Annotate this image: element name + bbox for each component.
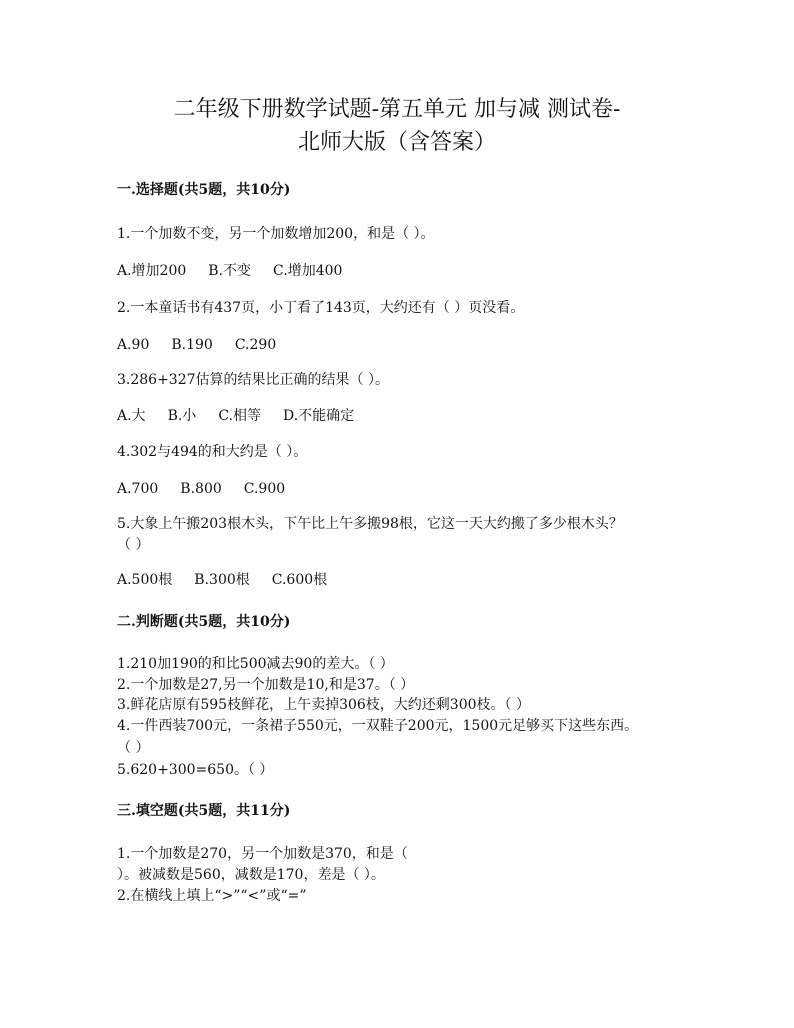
option-d: D.不能确定 (282, 408, 355, 424)
question-1-options (117, 261, 364, 281)
option-c: C.900 (243, 481, 286, 497)
question-3: 3.286+327估算的结果比正确的结果（ ）。 (117, 372, 389, 388)
judge-item-4-continuation: （ ） (117, 740, 150, 756)
option-c: C.290 (234, 337, 277, 353)
document-title-line2: 北师大版（含答案） (297, 130, 496, 155)
option-a: A.大 (117, 408, 146, 424)
judge-item-2: 2.一个加数是27,另一个加数是10,和是37。（ ） (117, 677, 415, 693)
question-3-options (117, 406, 376, 426)
document-title-line1: 二年级下册数学试题-第五单元 加与减 测试卷- (173, 97, 621, 122)
section1-heading: 一.选择题(共5题，共10分) (117, 182, 291, 198)
fill-item-1-continuation: ）。被减数是560，减数是170，差是（ ）。 (117, 867, 385, 883)
option-b: B.800 (180, 481, 222, 497)
question-4: 4.302与494的和大约是（ ）。 (117, 444, 308, 460)
option-b: B.300根 (194, 572, 250, 588)
option-c: C.增加400 (273, 263, 343, 279)
fill-item-1: 1.一个加数是270，另一个加数是370，和是（ (117, 846, 408, 862)
option-a: A.500根 (117, 572, 173, 588)
option-b: B.不变 (208, 263, 252, 279)
question-2: 2.一本童话书有437页，小丁看了143页，大约还有（ ）页没看。 (117, 300, 525, 316)
section3-heading: 三.填空题(共5题，共11分) (117, 803, 291, 819)
question-5-continuation: （ ） (117, 537, 150, 553)
option-c: C.相等 (218, 408, 261, 424)
judge-item-4: 4.一件西装700元，一条裙子550元，一双鞋子200元，1500元足够买下这些东西。 (117, 718, 639, 734)
option-a: A.增加200 (117, 263, 187, 279)
option-a: A.90 (117, 337, 150, 353)
question-1: 1.一个加数不变，另一个加数增加200，和是（ ）。 (117, 226, 435, 242)
option-b: B.190 (171, 337, 213, 353)
judge-item-1: 1.210加190的和比500减去90的差大。（ ） (117, 656, 394, 672)
judge-item-3: 3.鲜花店原有595枝鲜花，上午卖掉306枝，大约还剩300枝。（ ） (117, 697, 530, 713)
option-a: A.700 (117, 481, 159, 497)
question-5-options (117, 570, 349, 590)
option-c: C.600根 (271, 572, 328, 588)
judge-item-5: 5.620+300=650。（ ） (117, 762, 274, 778)
option-b: B.小 (167, 408, 197, 424)
fill-item-2: 2.在横线上填上“>”“<”或“=” (117, 888, 307, 904)
question-2-options (117, 335, 298, 355)
question-4-options (117, 479, 307, 499)
question-5: 5.大象上午搬203根木头，下午比上午多搬98根，它这一天大约搬了多少根木头？ (117, 516, 623, 532)
section2-heading: 二.判断题(共5题，共10分) (117, 614, 291, 630)
